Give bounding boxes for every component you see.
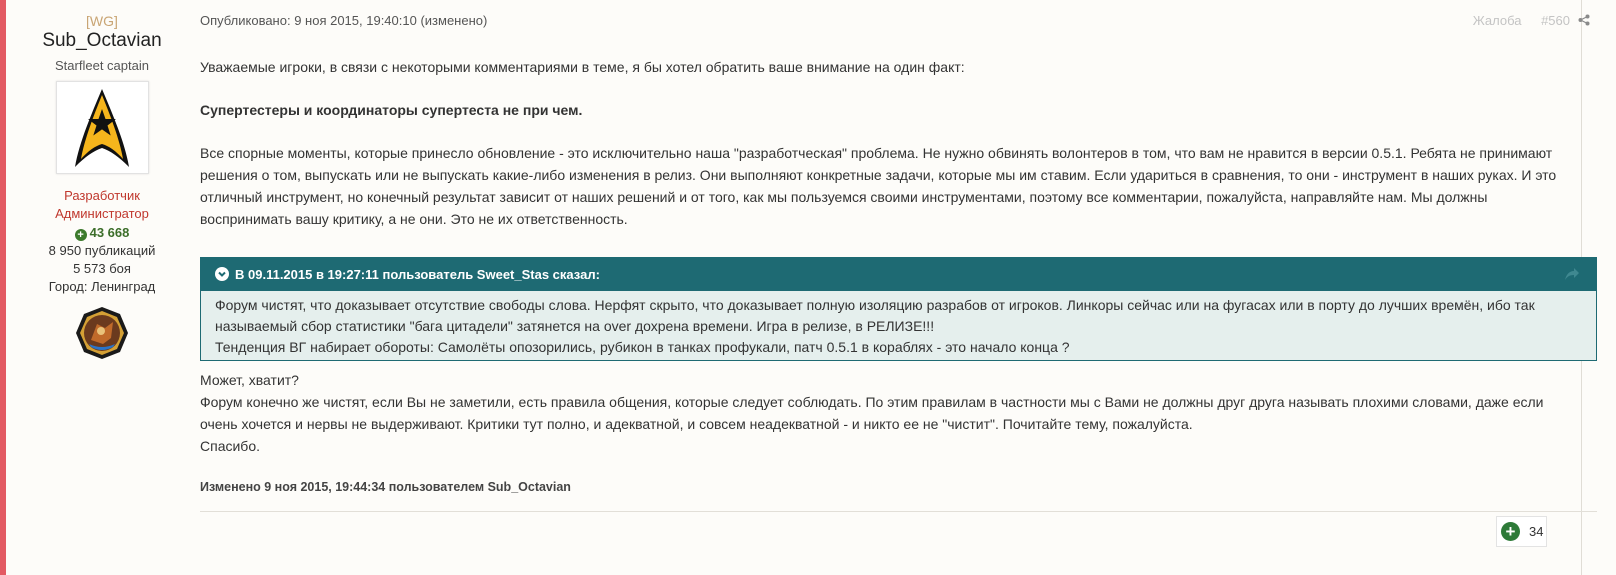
share-icon[interactable] [1578, 14, 1590, 26]
post-paragraph-bold: Супертестеры и координаторы супертеста не при чем. [200, 102, 583, 118]
edited-note: Изменено 9 ноя 2015, 19:44:34 пользователем Sub_Octavian [200, 480, 571, 494]
reply-line-1: Может, хватит? [200, 372, 299, 388]
quote-body [201, 291, 1596, 360]
plus-circle-icon: + [75, 229, 87, 241]
author-group-admin: Администратор [55, 206, 149, 221]
post-paragraph-intro: Уважаемые игроки, в связи с некоторыми комментариями в теме, я бы хотел обратить ваше внимание на один факт: [200, 59, 965, 75]
author-city: Город: Ленинград [48, 279, 156, 294]
chevron-down-icon[interactable] [215, 267, 229, 281]
post-divider [200, 511, 1597, 512]
author-reputation [22, 224, 182, 242]
achievement-badge-icon[interactable] [75, 306, 129, 360]
reply-text [200, 369, 1570, 457]
quote-line-2: Тенденция ВГ набирает обороты: Самолёты опозорились, рубикон в танках профукали, патч 0.5.1 в кораблях - это начало конца ? [215, 339, 1070, 355]
left-accent-bar [0, 0, 6, 575]
author-posts-count: 8 950 публикаций [48, 243, 156, 258]
badge-container [22, 306, 182, 360]
plus-icon: + [1501, 522, 1520, 541]
like-button[interactable] [1496, 516, 1547, 547]
author-group-developer: Разработчик [64, 188, 140, 203]
post-tools [1457, 12, 1570, 30]
report-link[interactable]: Жалоба [1472, 13, 1522, 28]
quote-header[interactable] [201, 258, 1596, 291]
author-title: Starfleet captain [55, 58, 149, 73]
go-to-quote-icon[interactable] [1564, 267, 1580, 281]
quote-line-1: Форум чистят, что доказывает отсутствие свободы слова. Нерфят скрыто, что доказывает полную изоляцию разрабов от игроков. Линкоры сейчас или на фугасах или в порту до лучших времён, ибо так называемый сбор статистики "бага цитадели" затянется на over дохрена времени. Игра в релизе, в РЕЛИЗЕ!!! [215, 297, 1535, 334]
post-number-link[interactable]: #560 [1541, 13, 1570, 28]
author-username[interactable]: Sub_Octavian [42, 30, 162, 51]
author-battles-count: 5 573 боя [73, 261, 131, 276]
like-count: 34 [1529, 524, 1544, 539]
reputation-value: 43 668 [89, 225, 130, 240]
reply-line-2: Форум конечно же чистят, если Вы не заметили, есть правила общения, которые следует соблюдать. По этим правилам в частности мы с Вами не должны друг друга называть плохими словами, даже если очень хочется и нервы не выдерживают. Критики тут полно, и адекватной, и совсем неадекватной - и никто ее не "чистит". Почитайте тему, пожалуйста. [200, 394, 1544, 432]
quote-header-text: В 09.11.2015 в 19:27:11 пользователь Sweet_Stas сказал: [235, 267, 600, 282]
quote-block [200, 257, 1597, 361]
author-clan-tag[interactable]: [WG] [86, 13, 118, 29]
reply-line-3: Спасибо. [200, 438, 260, 454]
post-meta-date[interactable]: Опубликовано: 9 ноя 2015, 19:40:10 (изменено) [200, 13, 488, 28]
author-panel [22, 12, 182, 360]
starfleet-delta-icon [71, 87, 133, 169]
post-paragraph-main: Все спорные моменты, которые принесло обновление - это исключительно наша "разработческая" проблема. Не нужно обвинять волонтеров в том, что вам не нравится в версии 0.5.1. Ребята не принимают решения о том, выпускать или не выпускать какие-либо изменения в релиз. Они выполняют конкретные задачи, которые мы им ставим. Если удариться в сравнения, то они - инструмент в наших руках. И это отличный инструмент, но конечный результат зависит от наших решений и от того, как мы пользуемся своими инструментами, поэтому все комментарии, пожалуйста, направляйте нам. Мы должны воспринимать вашу критику, а не они. Это не их ответственность. [200, 145, 1557, 227]
avatar[interactable] [56, 81, 149, 174]
post-content [200, 12, 1600, 512]
